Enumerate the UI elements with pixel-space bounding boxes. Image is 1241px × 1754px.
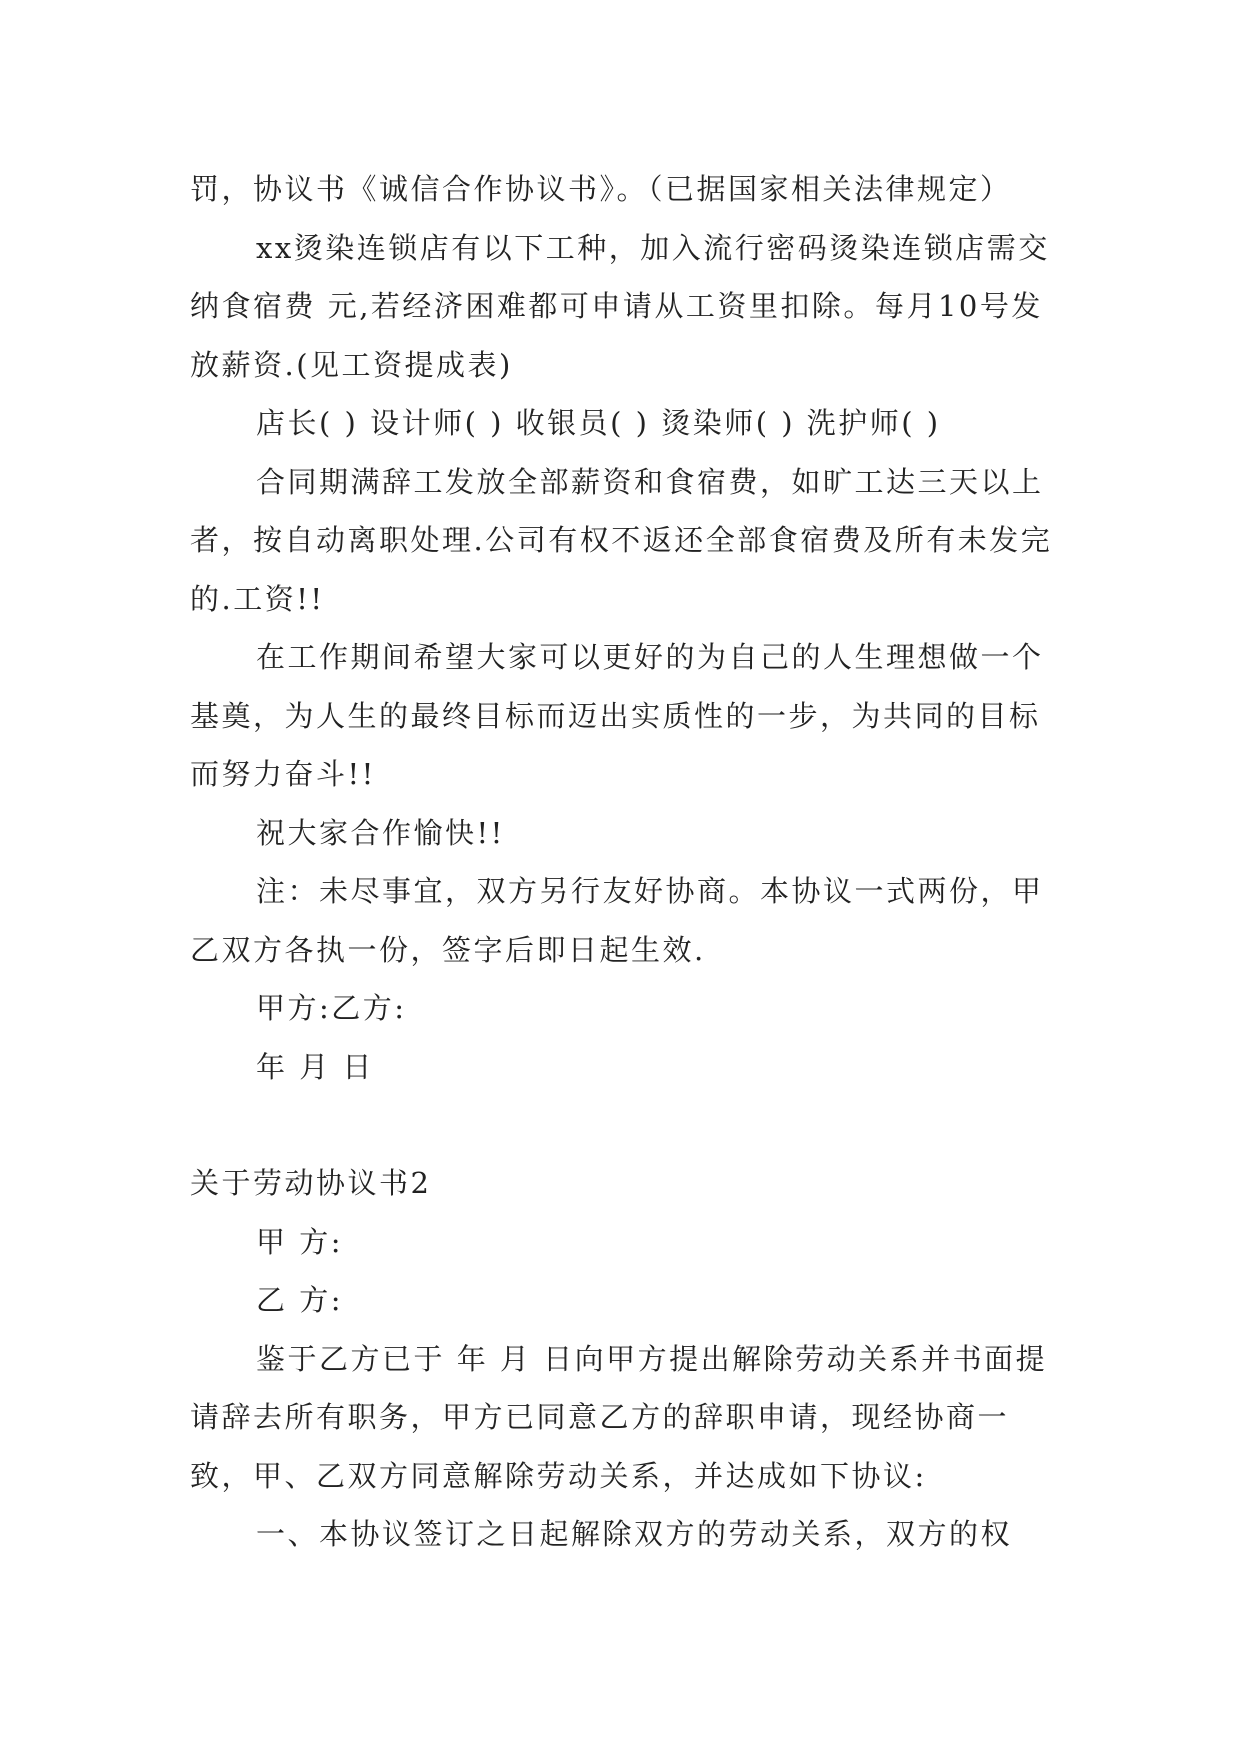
section-title: 关于劳动协议书2 [190, 1166, 432, 1200]
document-body [190, 160, 1060, 1564]
paragraph-note: 注：未尽事宜，双方另行友好协商。本协议一式两份，甲乙双方各执一份，签字后即日起生效. [190, 874, 1044, 967]
paragraph-wishes: 祝大家合作愉快!! [256, 815, 505, 850]
paragraph-job-roles: 店长( ) 设计师( ) 收银员( ) 烫染师( ) 洗护师( ) [256, 406, 941, 440]
paragraph-date: 年 月 日 [256, 1049, 374, 1084]
paragraph-work-hopes: 在工作期间希望大家可以更好的为自己的人生理想做一个基奠，为人生的最终目标而迈出实质性的一步，为共同的目标而努力奋斗!! [190, 640, 1044, 791]
paragraph-contract-expiry: 合同期满辞工发放全部薪资和食宿费，如旷工达三天以上者，按自动离职处理.公司有权不返还全部食宿费及所有未发完的.工资!! [190, 464, 1053, 616]
paragraph-signatories: 甲方:乙方: [256, 991, 407, 1025]
paragraph-party-a: 甲 方: [256, 1224, 343, 1259]
paragraph-clause-one: 一、本协议签订之日起解除双方的劳动关系，双方的权 [256, 1517, 1013, 1551]
paragraph-party-b: 乙 方: [256, 1283, 343, 1317]
paragraph-positions-fees: xx烫染连锁店有以下工种，加入流行密码烫染连锁店需交纳食宿费 元,若经济困难都可申请从工资里扣除。每月10号发放薪资.(见工资提成表) [190, 230, 1050, 382]
paragraph-resignation: 鉴于乙方已于 年 月 日向甲方提出解除劳动关系并书面提请辞去所有职务，甲方已同意乙方的辞职申请，现经协商一致，甲、乙双方同意解除劳动关系，并达成如下协议: [190, 1341, 1048, 1493]
paragraph-penalty-clause: 罚，协议书《诚信合作协议书》。（已据国家相关法律规定） [190, 172, 1012, 206]
